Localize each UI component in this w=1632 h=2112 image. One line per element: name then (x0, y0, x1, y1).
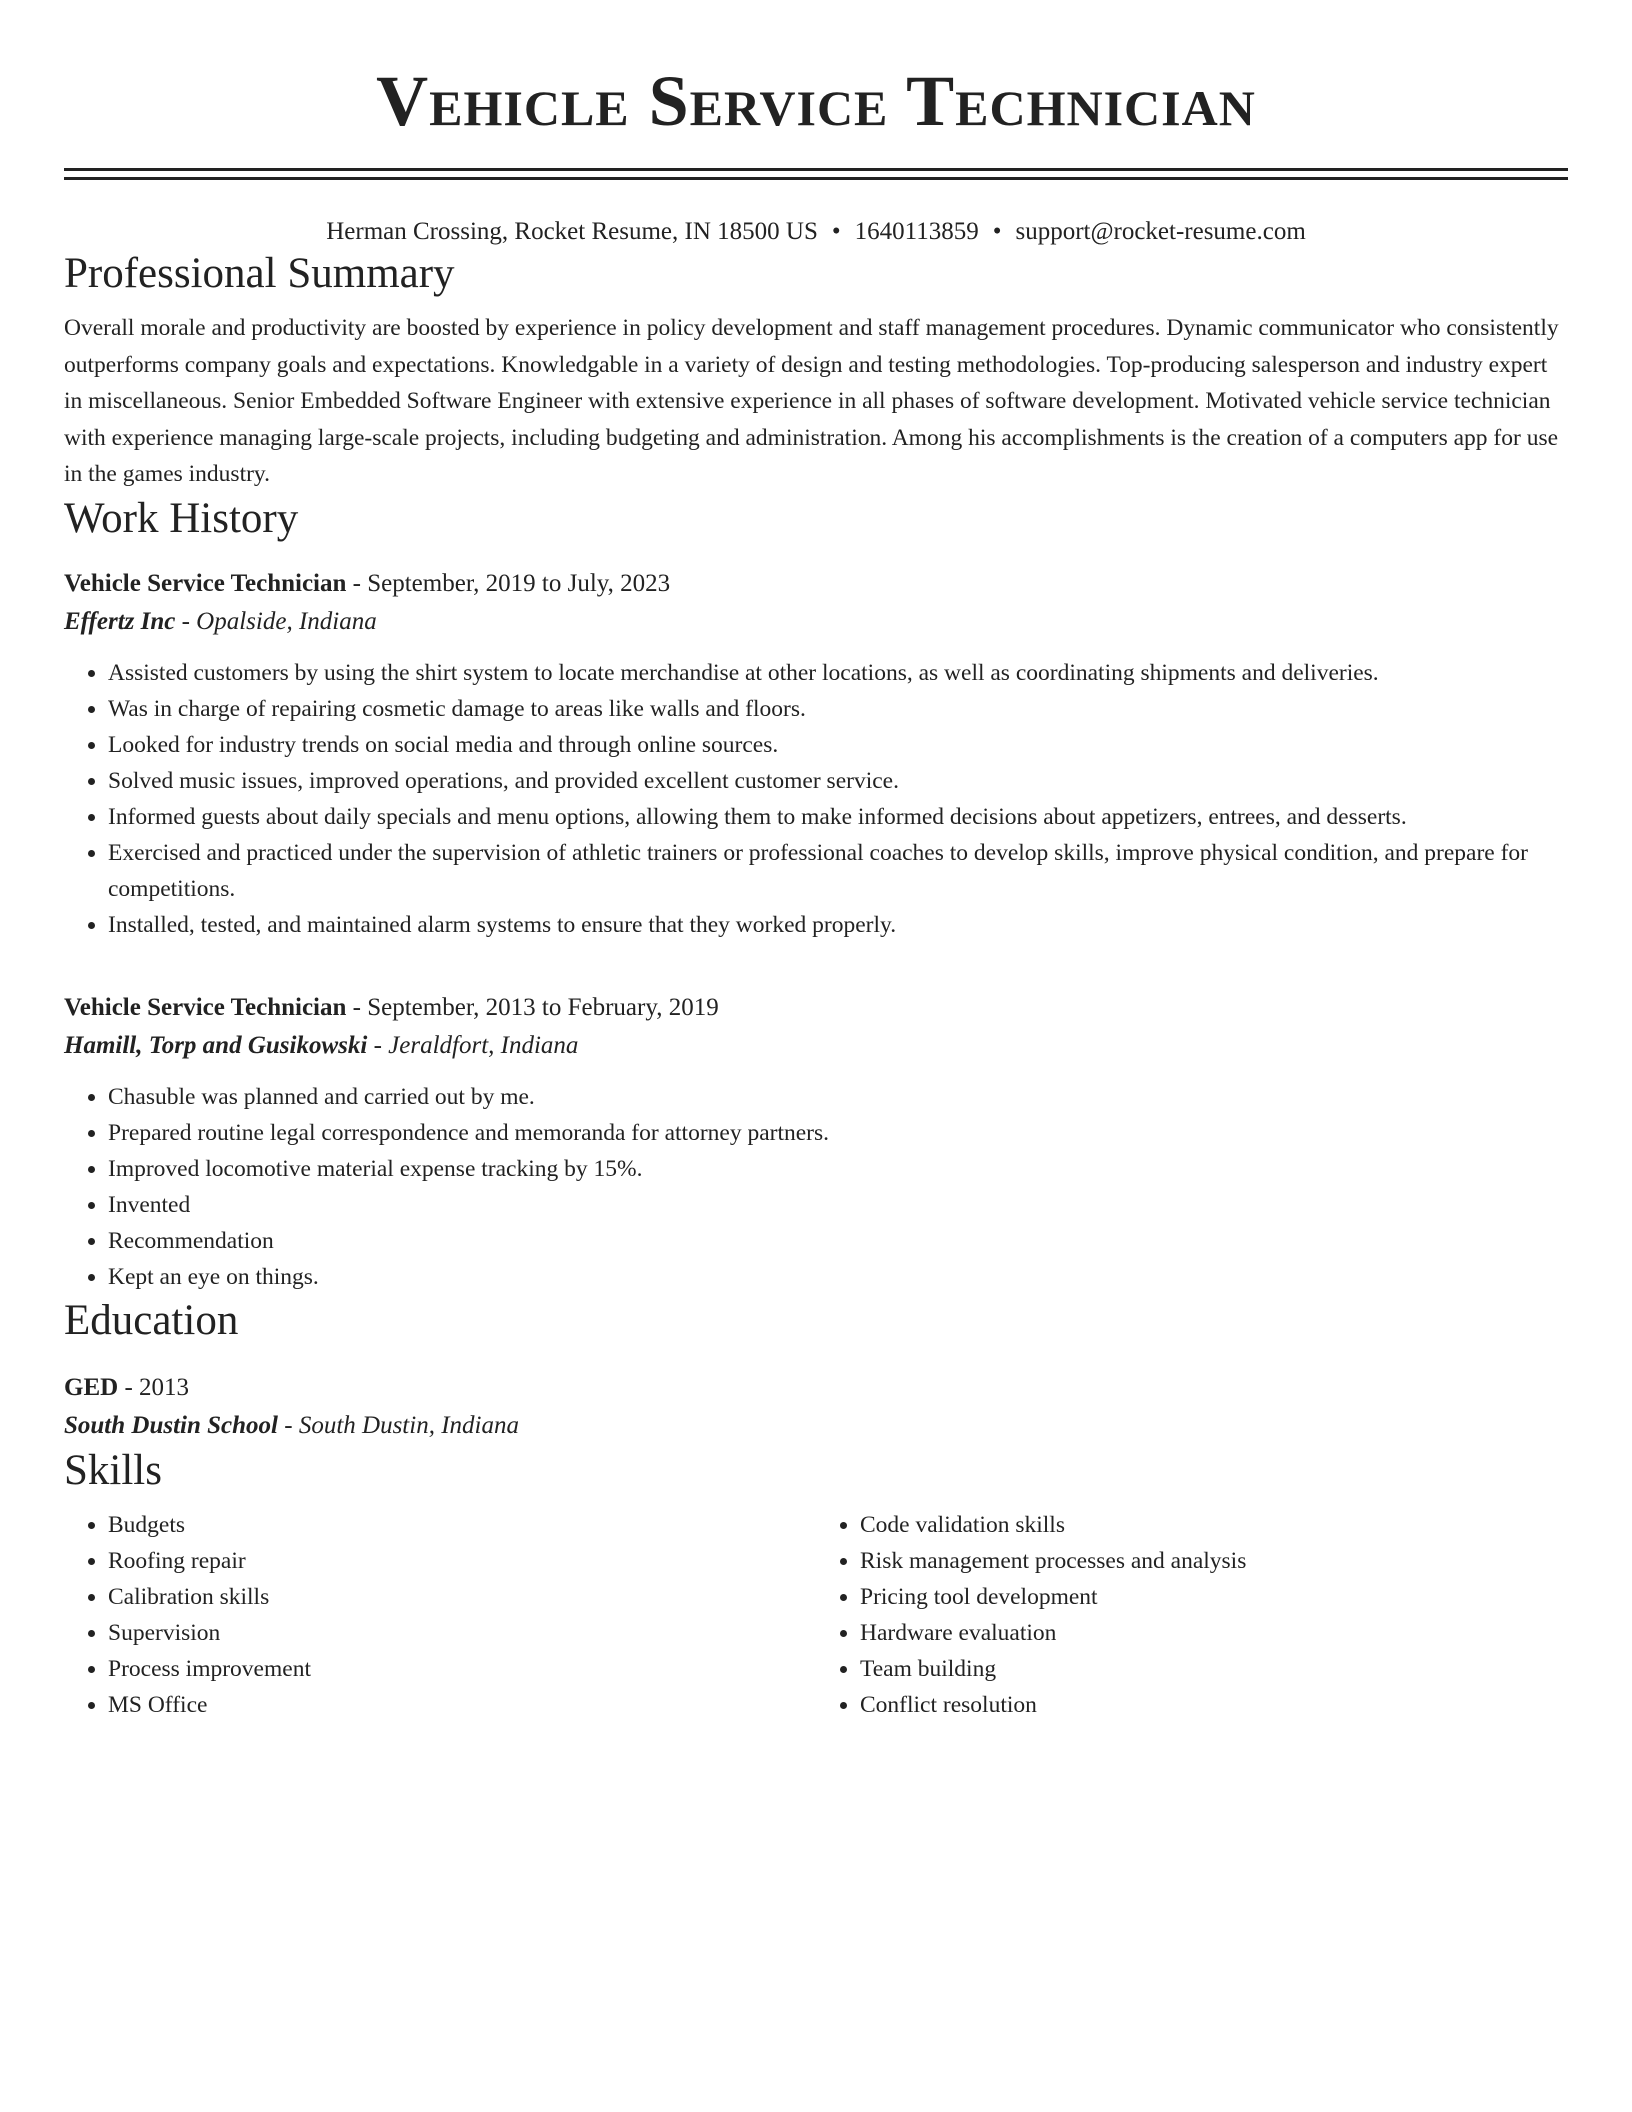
education-school-line (64, 1407, 1568, 1445)
job-title: Vehicle Service Technician (64, 993, 347, 1021)
job-dates: - September, 2019 to July, 2023 (346, 569, 671, 597)
summary-heading: Professional Summary (64, 250, 455, 297)
contact-address: Herman Crossing, Rocket Resume, IN 18500 US (326, 218, 818, 245)
education-heading: Education (64, 1296, 239, 1344)
job-bullet: • Assisted customers by using the shirt system to locate merchandise at other locations, as well as coordinating shipments and deliveries. (108, 655, 1568, 691)
contact-separator: • (831, 218, 841, 245)
job-bullets (64, 655, 1568, 943)
job-bullet: • Kept an eye on things. (108, 1259, 1568, 1295)
skills-columns (64, 1507, 1568, 1723)
job-bullet: • Recommendation (108, 1223, 1568, 1259)
contact-phone: 1640113859 (854, 218, 979, 245)
job-dates: - September, 2013 to February, 2019 (346, 993, 719, 1021)
skill-item: • Code validation skills (860, 1507, 1568, 1543)
job-title: Vehicle Service Technician (64, 569, 347, 597)
job-bullet: • Installed, tested, and maintained alarm systems to ensure that they worked properly. (108, 907, 1568, 943)
skill-item: • Process improvement (108, 1651, 816, 1687)
skill-item: • Calibration skills (108, 1579, 816, 1615)
summary-text: Overall morale and productivity are boosted by experience in policy development and staff management procedures. Dynamic communicator who consistently outperforms company goals and expectations. Knowledgable in a variety of design and testing methodologies. Top-producing salesperson and industry expert in miscellaneous. Senior Embedded Software Engineer with extensive experience in all phases of software development. Motivated vehicle service technician with experience managing large-scale projects, including budgeting and administration. Among his accomplishments is the creation of a computers app for use in the games industry. (64, 315, 1559, 487)
skill-item: • Conflict resolution (860, 1687, 1568, 1723)
skill-item: • Supervision (108, 1615, 816, 1651)
job-bullet: • Solved music issues, improved operations, and provided excellent customer service. (108, 763, 1568, 799)
job-company-line (64, 1027, 1568, 1065)
job-location: - Jeraldfort, Indiana (367, 1031, 579, 1059)
resume-title: Vehicle Service Technician (376, 61, 1256, 141)
job-bullet: • Looked for industry trends on social media and through online sources. (108, 727, 1568, 763)
title-divider-top (64, 168, 1568, 171)
skill-item: • Team building (860, 1651, 1568, 1687)
education-year: - 2013 (118, 1373, 190, 1401)
job-bullet: • Informed guests about daily specials and menu options, allowing them to make informed decisions about appetizers, entrees, and desserts. (108, 799, 1568, 835)
skill-item: • Roofing repair (108, 1543, 816, 1579)
job-title-line (64, 565, 1568, 603)
skill-item: • Risk management processes and analysis (860, 1543, 1568, 1579)
education-degree: GED (64, 1373, 119, 1401)
work-history-heading: Work History (64, 494, 299, 542)
job-bullets (64, 1079, 1568, 1295)
job-bullet: • Exercised and practiced under the supervision of athletic trainers or professional coaches to develop skills, improve physical condition, and prepare for competitions. (108, 835, 1568, 907)
skill-item: • Pricing tool development (860, 1579, 1568, 1615)
job-company: Hamill, Torp and Gusikowski (64, 1031, 368, 1059)
job-bullet: • Prepared routine legal correspondence and memoranda for attorney partners. (108, 1115, 1568, 1151)
contact-separator: • (992, 218, 1002, 245)
job-location: - Opalside, Indiana (175, 607, 377, 635)
job-bullet: • Improved locomotive material expense tracking by 15%. (108, 1151, 1568, 1187)
skills-list-right (816, 1507, 1568, 1723)
job-bullet: • Was in charge of repairing cosmetic damage to areas like walls and floors. (108, 691, 1568, 727)
education-school: South Dustin School (64, 1411, 278, 1439)
education-location: - South Dustin, Indiana (278, 1411, 519, 1439)
skills-heading: Skills (64, 1446, 162, 1494)
title-divider-bottom (64, 177, 1568, 180)
contact-line (64, 216, 1568, 248)
skill-item: • Budgets (108, 1507, 816, 1543)
contact-email: support@rocket-resume.com (1015, 218, 1306, 245)
job-company-line (64, 603, 1568, 641)
job-entry (64, 565, 1568, 943)
job-title-line (64, 989, 1568, 1027)
job-bullet: • Invented (108, 1187, 1568, 1223)
job-bullet: • Chasuble was planned and carried out by me. (108, 1079, 1568, 1115)
skills-list-left (64, 1507, 816, 1723)
education-degree-line (64, 1369, 1568, 1407)
skill-item: • MS Office (108, 1687, 816, 1723)
education-entry (64, 1369, 1568, 1445)
skill-item: • Hardware evaluation (860, 1615, 1568, 1651)
job-company: Effertz Inc (64, 607, 176, 635)
job-entry (64, 989, 1568, 1295)
